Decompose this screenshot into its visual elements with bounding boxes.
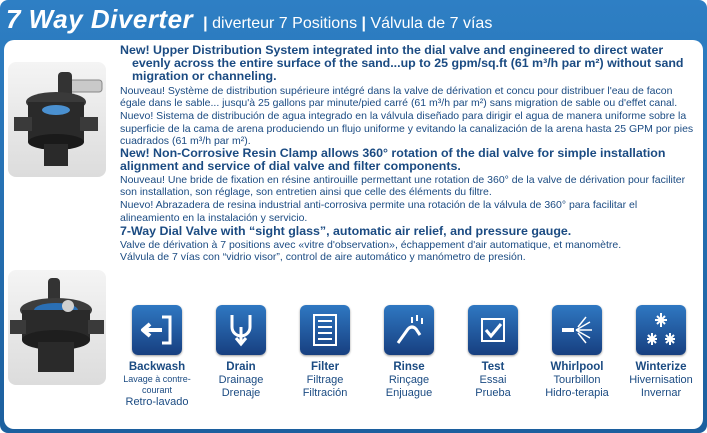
feature-es-3: Válvula de 7 vías con “vidrio visor”, control de aire automático y manómetro de presión. [120,251,526,264]
position-label-es: Hidro-terapia [545,387,609,399]
position-winterize [626,305,696,400]
feature-heading-2: New! Non-Corrosive Resin Clamp allows 360° rotation of the dial valve for simple installation alignment and service of dial valve and filter components. [120,146,666,174]
position-label-en: Rinse [393,361,425,373]
valve-photo-top [8,62,106,177]
subtitle-es: Válvula de 7 vías [370,15,493,32]
position-label-fr: Drainage [218,374,264,386]
position-label-en: Winterize [635,361,687,373]
position-label-fr: Tourbillon [553,374,601,386]
position-label-fr: Rinçage [388,374,430,386]
subtitle-fr: diverteur 7 Positions [212,15,358,32]
position-label-es: Retro-lavado [125,396,189,408]
position-test [458,305,528,400]
valve-photo-bottom [8,270,106,385]
position-label-es: Drenaje [221,387,261,399]
feature-list [120,44,698,263]
feature-heading-3: 7-Way Dial Valve with “sight glass”, automatic air relief, and pressure gauge. [120,223,572,238]
position-label-fr: Lavage à contre-courant [123,374,191,395]
feature-fr-1: Nouveau! Système de distribution supérieure intégré dans la valve de dérivation et concu pour distribuer l'eau de facon égale dans le sable... jusqu'à 25 gallons par minute/pied carré (61 m³/h par m²) sans migration de sable ou d'effet canal. [120,85,678,110]
position-label-fr: Hivernisation [629,374,693,386]
valve-positions [122,305,692,425]
position-label-en: Filter [310,361,340,373]
position-label-en: Backwash [128,361,186,373]
position-label-fr: Filtrage [306,374,344,386]
header-subtitles [203,15,492,33]
backwash-arrow-icon [132,305,182,355]
rinse-hand-icon [384,305,434,355]
feature-es-2: Nuevo! Abrazadera de resina industrial anti-corrosiva permite una rotación de la válvula de 360° para facilitar el alineamiento en la instalación y servicio. [120,199,638,224]
page-title: 7 Way Diverter [6,4,194,34]
feature-fr-2: Nouveau! Une bride de fixation en résine antirouille permettant une rotation de 360° de la valve de dérivation pour faciliter son installation, son réglage, son entretien ainsi que celle des éléments du filtre. [120,174,686,199]
snowflake-icon [636,305,686,355]
separator: | [361,15,367,32]
feature-fr-3: Valve de dérivation à 7 positions avec «vitre d'observation», échappement d'air automatique, et manomètre. [120,238,622,251]
position-label-en: Whirlpool [550,361,604,373]
position-label-en: Drain [226,361,256,373]
position-label-es: Filtración [302,387,348,399]
separator: | [203,15,208,32]
position-label-en: Test [481,361,505,373]
position-label-es: Enjuague [385,387,433,399]
position-whirlpool [542,305,612,400]
position-filter [290,305,360,400]
header [6,4,492,40]
position-drain [206,305,276,400]
position-backwash [122,305,192,409]
position-label-es: Invernar [640,387,682,399]
drain-icon [216,305,266,355]
whirlpool-spray-icon [552,305,602,355]
feature-heading-1: New! Upper Distribution System integrated into the dial valve and engineered to direct water evenly across the entire surface of the sand...up to 25 gpm/sq.ft (61 m³/h par m²) without sand migration or channeling. [120,43,684,83]
test-checkbox-icon [468,305,518,355]
position-rinse [374,305,444,400]
feature-es-1: Nuevo! Sistema de distribución de agua integrado en la válvula diseñado para dirigir el agua de manera uniforme sobre la superficie de la cama de arena produciendo un flujo uniforme y evitando la canalización de la arena hasta 25 GPM por pies cuadrados (61 m³/h par m²). [120,110,694,147]
position-label-fr: Essai [479,374,507,386]
position-label-es: Prueba [475,387,511,399]
filter-icon [300,305,350,355]
